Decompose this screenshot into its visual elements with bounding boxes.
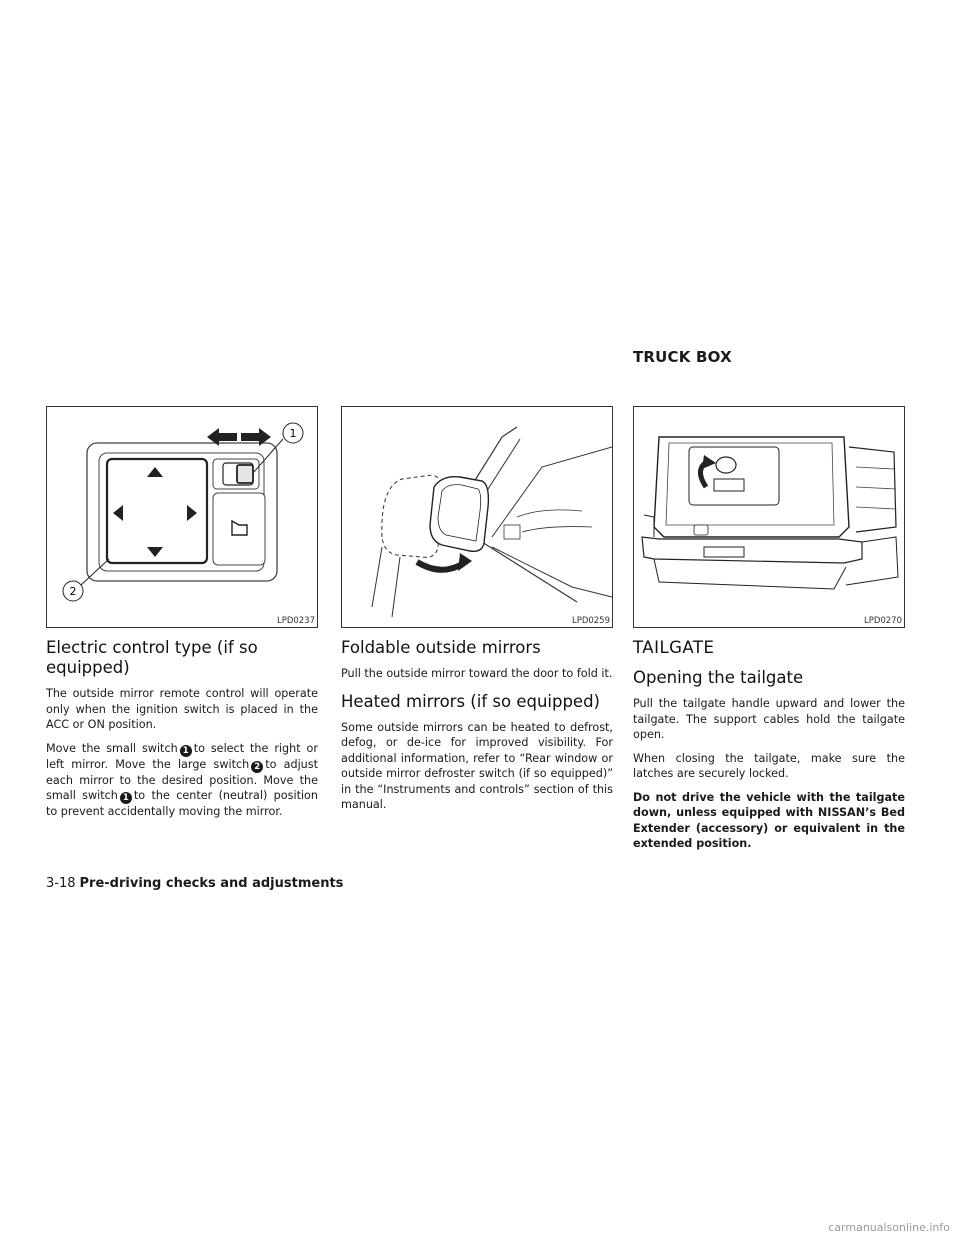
callout-1-icon: 1	[120, 792, 132, 804]
figure-code: LPD0237	[276, 616, 315, 626]
page-footer	[46, 876, 343, 891]
column-tailgate	[633, 406, 905, 860]
figure-tailgate	[633, 406, 905, 628]
chapter-title: Pre-driving checks and adjustments	[79, 876, 344, 891]
paragraph-close-tailgate: When closing the tailgate, make sure the latches are securely locked.	[633, 751, 905, 780]
column-mirror-control	[46, 406, 318, 828]
figure-code: LPD0259	[571, 616, 610, 626]
section-title: TRUCK BOX	[633, 348, 732, 366]
paragraph-tailgate-warning: Do not drive the vehicle with the tailgate down, unless equipped with NISSAN’s Bed Extender (accessory) or equivalent in the extended position.	[633, 790, 905, 850]
paragraph-heated-mirrors: Some outside mirrors can be heated to defrost, defog, or de-ice for improved visibility. For additional information, refer to “Rear window or outside mirror defroster switch (if so equipped)” in the “Instruments and controls” section of this manual.	[341, 720, 613, 811]
column-foldable-mirrors	[341, 406, 613, 821]
heading-heated-mirrors: Heated mirrors (if so equipped)	[341, 691, 600, 711]
figure-mirror-remote-control	[46, 406, 318, 628]
paragraph-remote-control: The outside mirror remote control will operate only when the ignition switch is placed in the ACC or ON position.	[46, 687, 318, 731]
callout-2-label: 2	[69, 585, 77, 598]
tailgate-illustration	[634, 407, 904, 627]
callout-1-label: 1	[289, 427, 297, 440]
watermark: carmanualsonline.info	[828, 1221, 950, 1234]
callout-1-icon: 1	[180, 745, 192, 757]
heading-opening-tailgate: Opening the tailgate	[633, 668, 804, 687]
page-number: 3-18	[46, 876, 76, 891]
paragraph-switch-usage: Move the small switch 1 to select the right or left mirror. Move the large switch 2 to adjust each mirror to the desired position. Move the small switch 1 to the center (neutral) position to prevent accidentally moving the mirror.	[46, 741, 318, 818]
foldable-mirror-illustration	[342, 407, 612, 627]
heading-foldable-mirrors: Foldable outside mirrors	[341, 638, 541, 657]
figure-code: LPD0270	[863, 616, 902, 626]
heading-electric-control: Electric control type (if so equipped)	[46, 638, 258, 677]
figure-foldable-mirror	[341, 406, 613, 628]
heading-tailgate: TAILGATE	[633, 638, 715, 657]
mirror-control-illustration	[47, 407, 317, 627]
fold-direction-arrow-icon	[458, 553, 472, 571]
paragraph-open-tailgate: Pull the tailgate handle upward and lower the tailgate. The support cables hold the tailgate open.	[633, 697, 905, 741]
paragraph-fold-mirror: Pull the outside mirror toward the door to fold it.	[341, 667, 613, 680]
callout-2-icon: 2	[251, 761, 263, 773]
